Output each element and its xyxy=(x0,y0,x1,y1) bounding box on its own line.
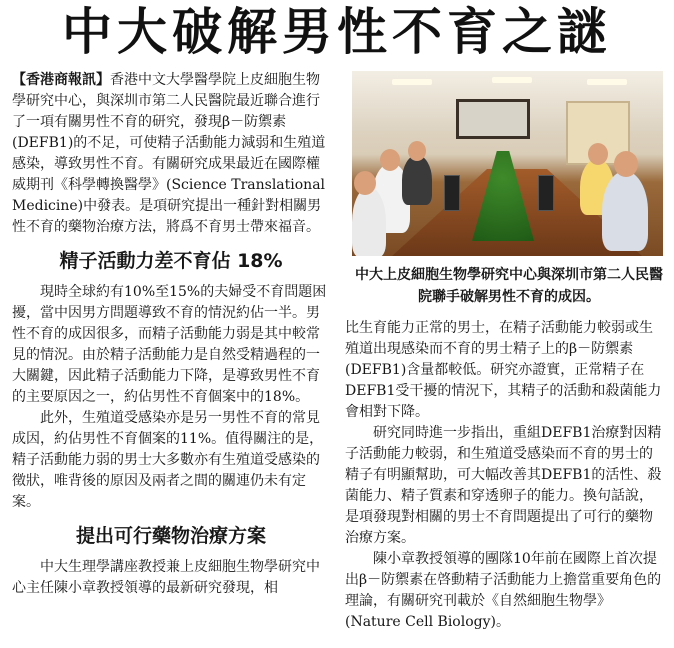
section-heading-sperm-motility: 精子活動力差不育佔 18% xyxy=(59,250,283,272)
section-heading-treatment: 提出可行藥物治療方案 xyxy=(75,525,266,547)
photo-person-head xyxy=(588,143,608,165)
photo-ceiling-light xyxy=(492,77,532,83)
photo-caption: 中大上皮細胞生物學研究中心與深圳市第二人民醫院聯手破解男性不育的成因。 xyxy=(355,267,663,305)
meeting-photo xyxy=(352,71,663,256)
headline: 中大破解男性不育之謎 xyxy=(62,3,612,61)
body-paragraph: 此外，生殖道受感染亦是另一男性不育的常見成因，約佔男性不育個案的11%。值得關注的是，精子活動能力弱的男士大多數亦有生殖道受感染的徵狀，唯背後的原因及兩者之間的關連仍未有定案。 xyxy=(12,410,324,510)
photo-person-head xyxy=(380,149,400,171)
lead-text: 香港中文大學醫學院上皮細胞生物學研究中心，與深圳市第二人民醫院最近聯合進行了一項有關男性不育的研究，發現β－防禦素(DEFB1)的不足，可使精子活動能力減弱和生殖道感染，導致男性不育。有關研究成果最近在國際權威期刊《科學轉換醫學》(Science Translational Medicine)中發表。是項研究提出一種針對相關男性不育的藥物治療方法，將爲不育男士帶來福音。 xyxy=(12,72,326,235)
photo-ceiling-light xyxy=(587,79,627,85)
photo-monitor xyxy=(538,175,554,211)
left-column xyxy=(12,70,330,599)
photo-ceiling-light xyxy=(392,79,432,85)
body-paragraph: 陳小章教授領導的團隊10年前在國際上首次提出β－防禦素在啓動精子活動能力上擔當重要角色的理論，有關研究刊載於《自然細胞生物學》(Nature Cell Biology)。 xyxy=(345,551,662,630)
body-paragraph: 研究同時進一步指出，重組DEFB1治療對因精子活動能力較弱，和生殖道受感染而不育的男士的精子有明顯幫助，可大幅改善其DEFB1的活性、殺菌能力、精子質素和穿透卵子的能力。換句話說，是項發現對相關的男士不育問題提出了可行的藥物治療方案。 xyxy=(345,425,662,546)
photo-person xyxy=(352,187,386,256)
photo-person-head xyxy=(354,171,376,195)
lead-paragraph xyxy=(12,70,330,238)
photo-person-head xyxy=(408,141,426,161)
photo-person-head xyxy=(614,151,638,177)
photo-person xyxy=(602,171,648,251)
body-paragraph: 比生育能力正常的男士，在精子活動能力較弱或生殖道出現感染而不育的男士精子上的β－防禦素(DEFB1)含量都較低。研究亦證實，正常精子在DEFB1受干擾的情況下，其精子的活動和殺菌能力會相對下降。 xyxy=(345,320,662,420)
news-source: 【香港商報訊】 xyxy=(12,72,110,88)
body-paragraph: 中大生理學講座教授兼上皮細胞生物學研究中心主任陳小章教授領導的最新研究發現，相 xyxy=(12,559,320,596)
photo-wall-painting xyxy=(456,99,530,139)
right-column xyxy=(345,318,665,633)
body-paragraph: 現時全球約有10%至15%的夫婦受不育問題困擾，當中因男方問題導致不育的情況約佔一半。男性不育的成因很多，而精子活動能力弱是其中較常見的情況。由於精子活動能力是自然受精過程的一大關鍵，因此精子活動能力下降，是導致男性不育的主要原因之一，約佔男性不育個案中的18%。 xyxy=(12,284,327,405)
photo-monitor xyxy=(444,175,460,211)
photo-person xyxy=(402,155,432,205)
